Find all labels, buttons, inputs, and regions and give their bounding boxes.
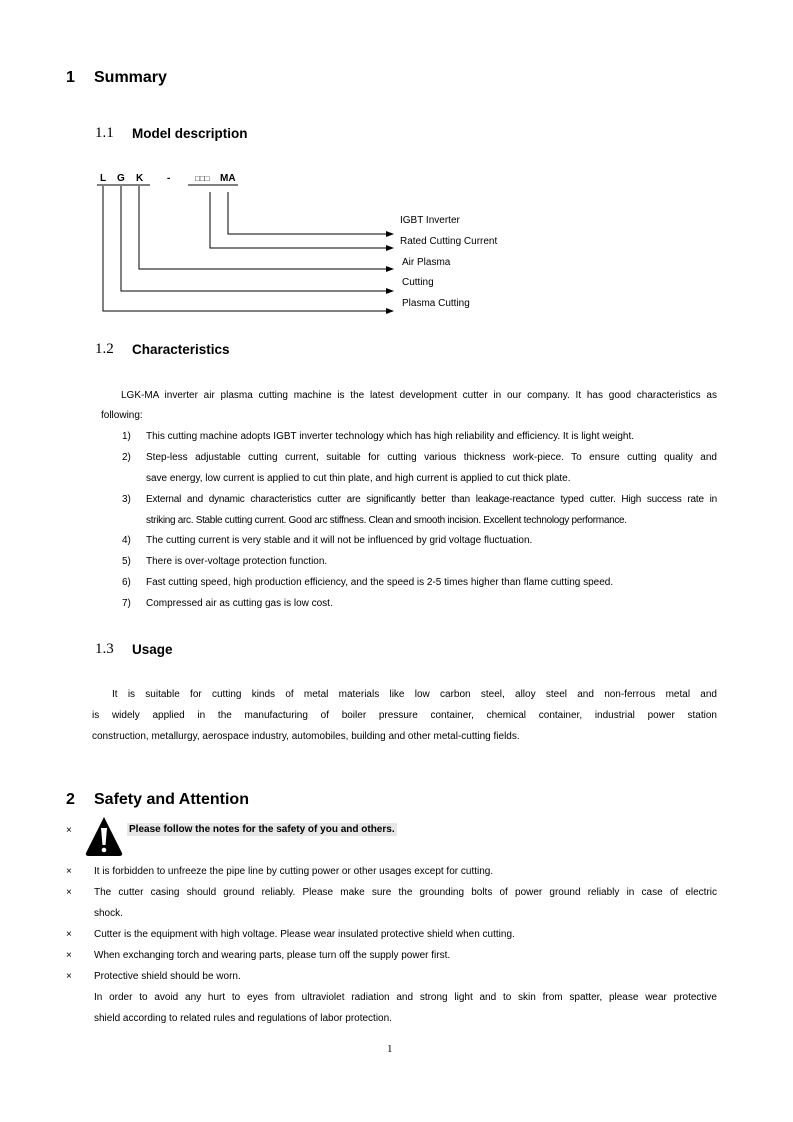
code-boxes: □□□ <box>195 174 210 183</box>
safety-item-cont: shield according to related rules and regulations of labor protection. <box>94 1013 392 1024</box>
intro-line: LGK-MA inverter air plasma cutting machine is the latest development cutter in our company. It has good characteristics as <box>121 390 717 401</box>
section-number: 2 <box>66 791 75 808</box>
safety-item: Protective shield should be worn. <box>94 971 241 982</box>
bullet-mark: × <box>66 866 72 877</box>
usage-line: It is suitable for cutting kinds of metal materials like low carbon steel, alloy steel and non-ferrous metal and <box>112 689 717 700</box>
list-number: 5) <box>122 556 131 567</box>
bullet-mark: × <box>66 950 72 961</box>
list-number: 6) <box>122 577 131 588</box>
bullet-mark: × <box>66 887 72 898</box>
label-rated-cutting-current: Rated Cutting Current <box>400 236 498 247</box>
list-number: 4) <box>122 535 131 546</box>
usage-line: is widely applied in the manufacturing of boiler pressure container, chemical container, industrial power station <box>92 710 717 721</box>
list-item: Compressed air as cutting gas is low cost. <box>146 598 333 609</box>
label-air-plasma: Air Plasma <box>402 257 451 268</box>
page-number: 1 <box>387 1043 393 1055</box>
warning-text: Please follow the notes for the safety of you and others. <box>129 824 395 835</box>
list-item-cont: save energy, low current is applied to cut thin plate, and high current is applied to cut thick plate. <box>146 473 571 484</box>
safety-item: It is forbidden to unfreeze the pipe line by cutting power or other usages except for cutting. <box>94 866 494 877</box>
code-g: G <box>117 173 125 184</box>
subsection-number: 1.1 <box>95 125 114 141</box>
model-diagram-lines <box>0 0 793 330</box>
section-title: Summary <box>94 69 167 86</box>
section-title: Safety and Attention <box>94 791 249 808</box>
subsection-number: 1.3 <box>95 641 114 657</box>
list-number: 2) <box>122 452 131 463</box>
subsection-number: 1.2 <box>95 341 114 357</box>
intro-line: following: <box>101 410 143 421</box>
label-plasma-cutting: Plasma Cutting <box>402 298 470 309</box>
subsection-title: Usage <box>132 642 173 657</box>
bullet-mark: × <box>66 929 72 940</box>
warning-icon <box>84 815 124 857</box>
code-dash: - <box>167 173 171 184</box>
list-item: External and dynamic characteristics cutter are significantly better than leakage-reactance typed cutter. High success rate in <box>146 494 717 505</box>
list-item: Step-less adjustable cutting current, suitable for cutting various thickness work-piece. To ensure cutting quality and <box>146 452 717 463</box>
safety-item: Cutter is the equipment with high voltage. Please wear insulated protective shield when cutting. <box>94 929 515 940</box>
usage-line: construction, metallurgy, aerospace industry, automobiles, building and other metal-cutting fields. <box>92 731 520 742</box>
list-number: 1) <box>122 431 131 442</box>
list-item: There is over-voltage protection function. <box>146 556 328 567</box>
list-number: 7) <box>122 598 131 609</box>
section-number: 1 <box>66 69 75 86</box>
code-k: K <box>136 173 144 184</box>
subsection-title: Characteristics <box>132 342 230 357</box>
list-item-cont: striking arc. Stable cutting current. Good arc stiffness. Clean and smooth incision. Excellent technology performance. <box>146 515 627 526</box>
bullet-mark: × <box>66 971 72 982</box>
bullet-mark: × <box>66 825 72 836</box>
safety-item-cont: shock. <box>94 908 123 919</box>
code-l: L <box>100 173 107 184</box>
list-item: Fast cutting speed, high production efficiency, and the speed is 2-5 times higher than flame cutting speed. <box>146 577 614 588</box>
label-cutting: Cutting <box>402 277 434 288</box>
list-item: The cutting current is very stable and it will not be influenced by grid voltage fluctuation. <box>146 535 533 546</box>
list-item: This cutting machine adopts IGBT inverter technology which has high reliability and efficiency. It is light weight. <box>146 431 635 442</box>
safety-item: The cutter casing should ground reliably. Please make sure the grounding bolts of power ground reliably in case of electric <box>94 887 717 898</box>
list-number: 3) <box>122 494 131 505</box>
safety-item: When exchanging torch and wearing parts, please turn off the supply power first. <box>94 950 451 961</box>
subsection-title: Model description <box>132 126 248 141</box>
safety-item-cont: In order to avoid any hurt to eyes from ultraviolet radiation and strong light and to skin from spatter, please wear protective <box>94 992 717 1003</box>
label-igbt-inverter: IGBT Inverter <box>400 215 460 226</box>
code-ma: MA <box>220 173 236 184</box>
